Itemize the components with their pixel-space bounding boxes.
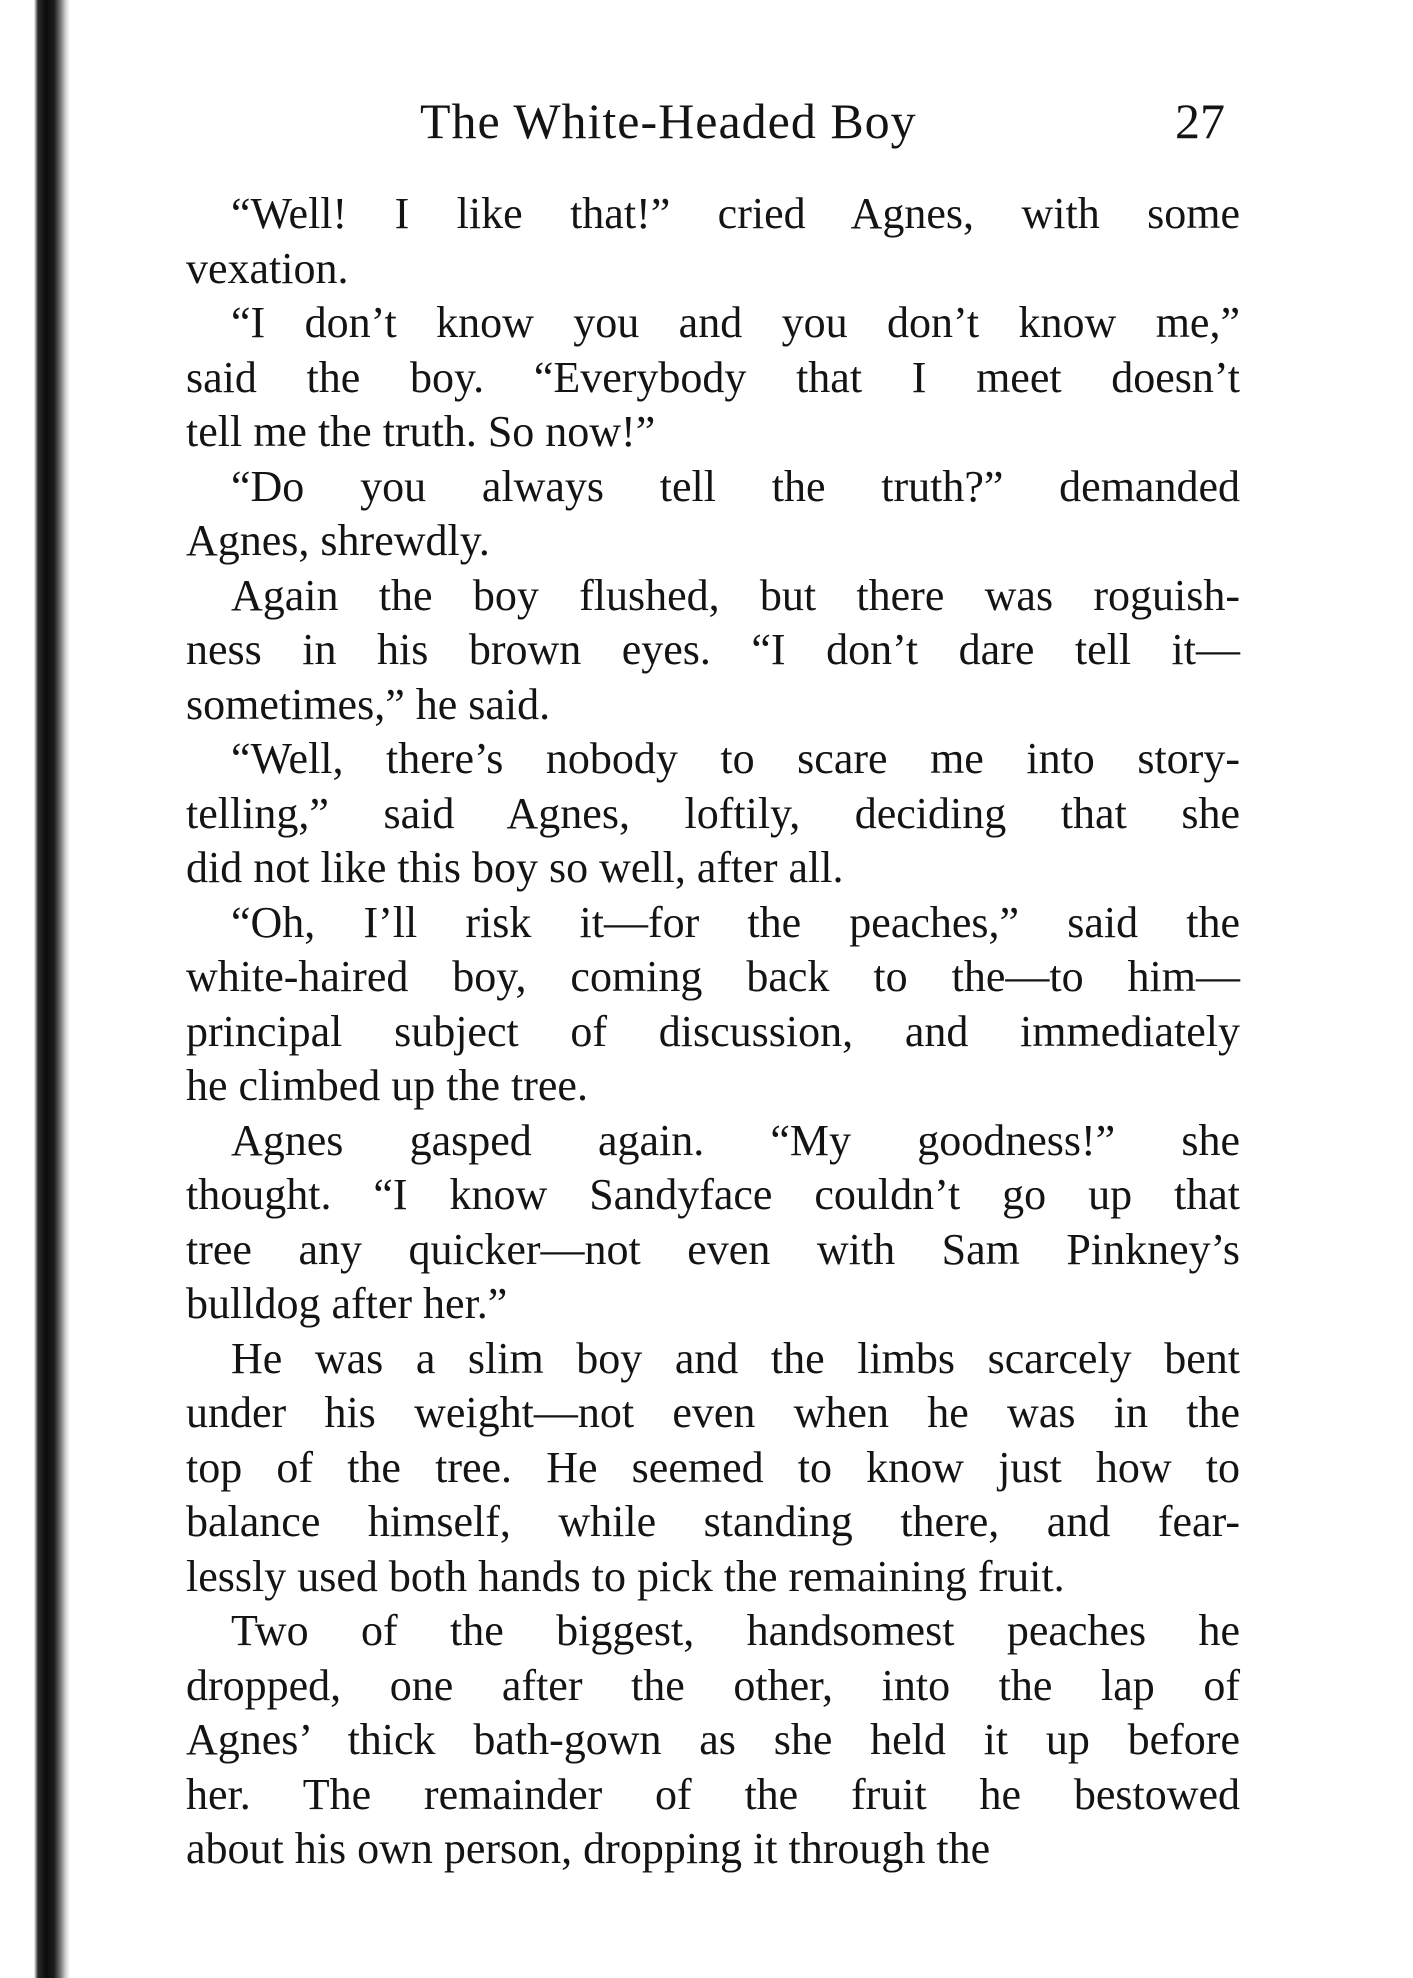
paragraph — [186, 187, 1240, 296]
text-line: lessly used both hands to pick the remaining fruit. — [186, 1551, 1065, 1601]
text-line: tree any quicker—not even with Sam Pinkney’s — [186, 1224, 1240, 1274]
text-line: tell me the truth. So now!” — [186, 407, 656, 456]
text-line: top of the tree. He seemed to know just how to — [186, 1442, 1240, 1492]
text-line: “Do you always tell the truth?” demanded — [231, 461, 1240, 511]
text-line: he climbed up the tree. — [186, 1061, 588, 1110]
paragraph — [186, 296, 1240, 460]
text-line: thought. “I know Sandyface couldn’t go up that — [186, 1170, 1240, 1219]
text-line: “Well! I like that!” cried Agnes, with some — [231, 189, 1240, 238]
text-line: did not like this boy so well, after all. — [186, 843, 844, 892]
book-binding-edge — [0, 0, 70, 1978]
page-header — [420, 92, 1413, 172]
text-line: “Oh, I’ll risk it—for the peaches,” said the — [231, 897, 1240, 947]
text-line: telling,” said Agnes, loftily, deciding that she — [186, 788, 1240, 838]
text-line: Agnes gasped again. “My goodness!” she — [231, 1115, 1240, 1165]
paragraph — [186, 1604, 1240, 1877]
text-line: vexation. — [186, 243, 349, 293]
paragraph — [186, 732, 1240, 896]
text-line: about his own person, dropping it through the — [186, 1824, 991, 1873]
text-line: bulldog after her.” — [186, 1279, 508, 1328]
text-line: He was a slim boy and the limbs scarcely bent — [231, 1333, 1240, 1383]
text-line: Agnes’ thick bath-gown as she held it up before — [186, 1715, 1240, 1764]
text-line: ness in his brown eyes. “I don’t dare tell it— — [186, 625, 1240, 674]
body-text — [186, 187, 1240, 1877]
text-line: Agnes, shrewdly. — [186, 516, 490, 565]
page-number: 27 — [1175, 93, 1225, 149]
text-line: Again the boy flushed, but there was roguish- — [231, 570, 1240, 620]
text-line: sometimes,” he said. — [186, 679, 551, 729]
text-line: white-haired boy, coming back to the—to him— — [186, 952, 1240, 1001]
text-line: under his weight—not even when he was in the — [186, 1388, 1240, 1437]
text-line: Two of the biggest, handsomest peaches he — [231, 1606, 1240, 1655]
text-line: dropped, one after the other, into the lap of — [186, 1660, 1240, 1710]
paragraph — [186, 460, 1240, 569]
text-line: her. The remainder of the fruit he bestowed — [186, 1769, 1240, 1819]
text-line: “Well, there’s nobody to scare me into story- — [231, 734, 1240, 783]
text-line: principal subject of discussion, and immediately — [186, 1006, 1240, 1056]
paragraph — [186, 1114, 1240, 1332]
running-title: The White-Headed Boy — [420, 93, 917, 149]
paragraph — [186, 1332, 1240, 1605]
paragraph — [186, 569, 1240, 733]
text-line: “I don’t know you and you don’t know me,” — [231, 298, 1240, 347]
text-line: said the boy. “Everybody that I meet doesn’t — [186, 352, 1240, 402]
paragraph — [186, 896, 1240, 1114]
text-line: balance himself, while standing there, and fear- — [186, 1497, 1240, 1546]
